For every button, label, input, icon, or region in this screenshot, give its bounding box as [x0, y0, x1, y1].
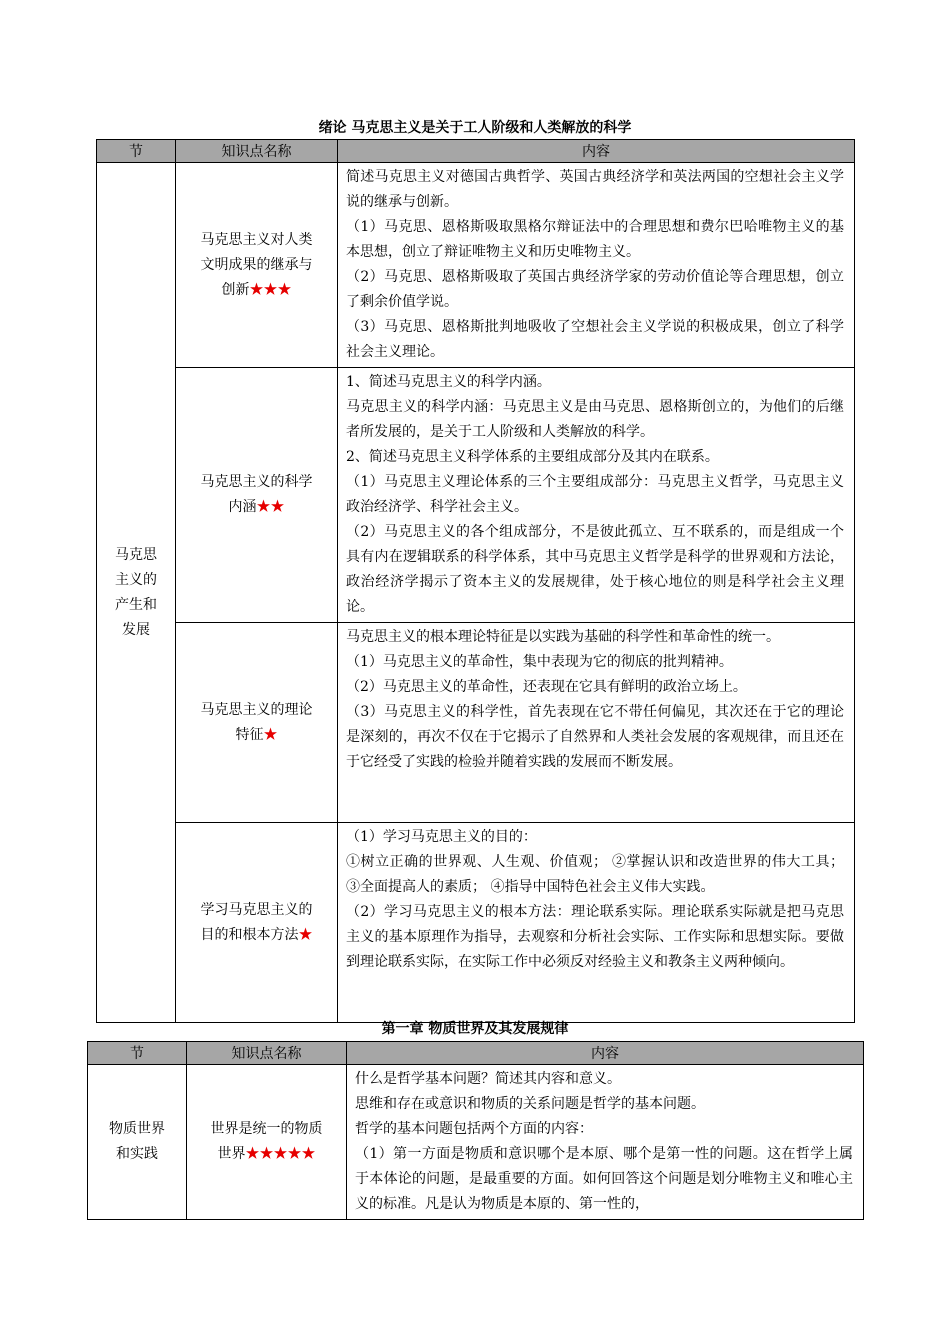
section-line: 和实践	[116, 1146, 158, 1162]
chapter1-title: 第一章 物质世界及其发展规律	[381, 1021, 569, 1037]
knowledge-point-cell	[176, 623, 338, 823]
section-line: 产生和	[115, 596, 157, 613]
intro-title: 绪论 马克思主义是关于工人阶级和人类解放的科学	[318, 120, 632, 136]
knowledge-point-line: 内涵	[228, 499, 257, 515]
header-content: 内容	[347, 1042, 864, 1065]
knowledge-point-line: 世界	[217, 1146, 246, 1162]
content-paragraph: 2、简述马克思主义科学体系的主要组成部分及其内在联系。	[346, 449, 719, 465]
knowledge-point-cell	[176, 163, 338, 368]
section-line: 主义的	[115, 571, 157, 588]
table-row	[97, 163, 855, 368]
content-paragraph: （1）马克思主义的革命性，集中表现为它的彻底的批判精神。	[346, 654, 733, 670]
importance-stars: ★	[263, 726, 278, 743]
chapter1-table	[87, 1041, 864, 1220]
importance-stars: ★★★	[249, 281, 292, 298]
content-paragraph: （1）学习马克思主义的目的：	[346, 829, 537, 845]
content-paragraph: （2）马克思主义的各个组成部分，不是彼此孤立、互不联系的，而是组成一个具有内在逻辑联系的科学体系，其中马克思主义哲学是科学的世界观和方法论，政治经济学揭示了资本主义的发展规律，处于核心地位的则是科学社会主义理论。	[346, 524, 844, 615]
content-paragraph: 哲学的基本问题包括两个方面的内容：	[355, 1121, 593, 1137]
knowledge-point-line: 创新	[221, 281, 250, 298]
knowledge-point-line: 马克思主义对人类	[200, 231, 313, 248]
knowledge-point-cell	[187, 1065, 347, 1220]
chapter1-header-row	[88, 1042, 864, 1065]
header-knowledge-point: 知识点名称	[187, 1042, 347, 1065]
content-paragraph: 思维和存在或意识和物质的关系问题是哲学的基本问题。	[355, 1096, 705, 1112]
knowledge-point-line: 世界是统一的物质	[210, 1121, 323, 1137]
content-cell	[347, 1065, 864, 1220]
content-paragraph: 简述马克思主义对德国古典哲学、英国古典经济学和英法两国的空想社会主义学说的继承与创新。	[346, 169, 844, 210]
section-line: 物质世界	[109, 1121, 165, 1137]
knowledge-point-cell	[176, 368, 338, 623]
header-section: 节	[97, 140, 176, 163]
content-paragraph: ①树立正确的世界观、人生观、价值观； ②掌握认识和改造世界的伟大工具； ③全面提高人的素质； ④指导中国特色社会主义伟大实践。	[346, 854, 844, 895]
table-row	[97, 623, 855, 823]
section-line: 发展	[122, 621, 150, 638]
importance-stars: ★	[298, 926, 313, 943]
content-paragraph: 马克思主义的科学内涵：马克思主义是由马克思、恩格斯创立的，为他们的后继者所发展的，是关于工人阶级和人类解放的科学。	[346, 399, 844, 440]
content-paragraph: 什么是哲学基本问题？简述其内容和意义。	[355, 1071, 621, 1087]
header-content: 内容	[338, 140, 855, 163]
section-cell	[97, 163, 176, 1023]
content-paragraph: （1）马克思、恩格斯吸取黑格尔辩证法中的合理思想和费尔巴哈唯物主义的基本思想，创立了辩证唯物主义和历史唯物主义。	[346, 219, 844, 260]
section-cell	[88, 1065, 187, 1220]
section-line: 马克思	[115, 546, 157, 563]
importance-stars: ★★	[256, 499, 285, 515]
content-cell	[338, 368, 855, 623]
knowledge-point-line: 学习马克思主义的	[200, 901, 313, 918]
content-paragraph: （2）马克思主义的革命性，还表现在它具有鲜明的政治立场上。	[346, 679, 747, 695]
content-paragraph: （1）马克思主义理论体系的三个主要组成部分：马克思主义哲学，马克思主义政治经济学、科学社会主义。	[346, 474, 844, 515]
content-cell	[338, 623, 855, 823]
content-paragraph: 1、简述马克思主义的科学内涵。	[346, 374, 551, 390]
knowledge-point-line: 马克思主义的理论	[200, 701, 313, 718]
content-paragraph: （3）马克思、恩格斯批判地吸收了空想社会主义学说的积极成果，创立了科学社会主义理论。	[346, 319, 844, 360]
knowledge-point-line: 马克思主义的科学	[200, 474, 313, 490]
importance-stars: ★★★★★	[245, 1146, 316, 1162]
content-paragraph: （3）马克思主义的科学性，首先表现在它不带任何偏见，其次还在于它的理论是深刻的，再次不仅在于它揭示了自然界和人类社会发展的客观规律，而且还在于它经受了实践的检验并随着实践的发展而不断发展。	[346, 704, 844, 770]
content-paragraph: （2）马克思、恩格斯吸取了英国古典经济学家的劳动价值论等合理思想，创立了剩余价值学说。	[346, 269, 844, 310]
header-knowledge-point: 知识点名称	[176, 140, 338, 163]
intro-header-row	[97, 140, 855, 163]
knowledge-point-cell	[176, 823, 338, 1023]
knowledge-point-line: 目的和根本方法	[200, 926, 299, 943]
content-cell	[338, 163, 855, 368]
intro-table	[96, 139, 855, 1023]
content-cell	[338, 823, 855, 1023]
content-paragraph: 马克思主义的根本理论特征是以实践为基础的科学性和革命性的统一。	[346, 629, 780, 645]
table-row	[88, 1065, 864, 1220]
content-paragraph: （1）第一方面是物质和意识哪个是本原、哪个是第一性的问题。这在哲学上属于本体论的问题，是最重要的方面。如何回答这个问题是划分唯物主义和唯心主义的标准。凡是认为物质是本原的、第一性的，	[355, 1146, 853, 1212]
table-row	[97, 823, 855, 1023]
knowledge-point-line: 特征	[235, 726, 264, 743]
table-row	[97, 368, 855, 623]
knowledge-point-line: 文明成果的继承与	[200, 256, 313, 273]
content-paragraph: （2）学习马克思主义的根本方法：理论联系实际。理论联系实际就是把马克思主义的基本原理作为指导，去观察和分析社会实际、工作实际和思想实际。要做到理论联系实际，在实际工作中必须反对经验主义和教条主义两种倾向。	[346, 904, 844, 970]
header-section: 节	[88, 1042, 187, 1065]
